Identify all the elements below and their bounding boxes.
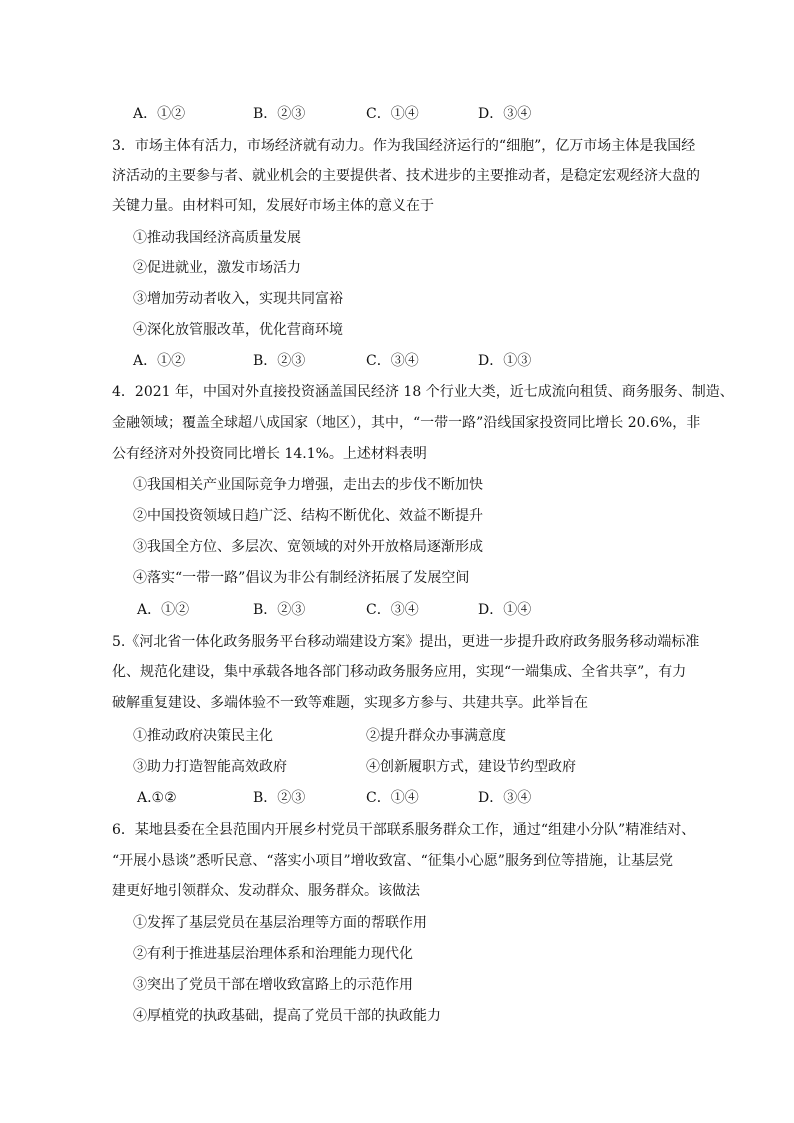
q6-stem-line-1: 6．某地县委在全县范围内开展乡村党员干部联系服务群众工作，通过“组建小分队”精准结对、	[112, 822, 696, 838]
top-answer-b: B．②③	[253, 106, 306, 122]
q6-option-2: ②有利于推进基层治理体系和治理能力现代化	[133, 946, 413, 962]
q4-answer-c: C．③④	[366, 602, 419, 618]
q3-option-1: ①推动我国经济高质量发展	[133, 230, 301, 246]
q5-answer-d: D．③④	[478, 790, 532, 806]
q4-option-4: ④落实“一带一路”倡议为非公有制经济拓展了发展空间	[133, 570, 470, 586]
q3-option-3: ③增加劳动者收入，实现共同富裕	[133, 291, 343, 307]
q3-answer-b: B．②③	[253, 353, 306, 369]
q3-answer-d: D．①③	[478, 353, 532, 369]
q4-option-3: ③我国全方位、多层次、宽领域的对外开放格局逐渐形成	[133, 539, 483, 555]
q5-stem-line-3: 破解重复建设、多端体验不一致等难题，实现多方参与、共建共享。此举旨在	[112, 695, 588, 711]
q4-answer-d: D．①④	[478, 602, 532, 618]
q6-stem-line-2: “开展小恳谈”悉听民意、“落实小项目”增收致富、“征集小心愿”服务到位等措施，让基层党	[112, 853, 673, 869]
q4-stem-line-1: 4．2021 年，中国对外直接投资涵盖国民经济 18 个行业大类，近七成流向租赁、商务服务、制造、	[112, 384, 734, 400]
q5-option-1: ①推动政府决策民主化	[133, 728, 273, 744]
q6-stem-line-3: 建更好地引领群众、发动群众、服务群众。该做法	[112, 883, 420, 899]
q4-answer-a: A．①②	[137, 602, 190, 618]
q4-option-2: ②中国投资领域日趋广泛、结构不断优化、效益不断提升	[133, 508, 483, 524]
q5-stem-line-2: 化、规范化建设，集中承载各地各部门移动政务服务应用，实现“一端集成、全省共享”，有力	[112, 664, 687, 680]
q3-stem-line-2: 济活动的主要参与者、就业机会的主要提供者、技术进步的主要推动者，是稳定宏观经济大盘的	[112, 168, 700, 184]
q5-answer-c: C．①④	[366, 790, 419, 806]
q3-answer-c: C．③④	[366, 353, 419, 369]
q4-answer-b: B．②③	[253, 602, 306, 618]
top-answer-d: D．③④	[478, 106, 532, 122]
q6-option-4: ④厚植党的执政基础，提高了党员干部的执政能力	[133, 1008, 441, 1024]
q4-stem-line-2: 金融领域；覆盖全球超八成国家（地区），其中，“一带一路”沿线国家投资同比增长 20.6%，非	[112, 415, 701, 431]
q5-answer-a: A.①②	[137, 790, 177, 806]
q3-option-2: ②促进就业，激发市场活力	[133, 260, 301, 276]
q5-option-2: ②提升群众办事满意度	[366, 728, 506, 744]
q6-option-3: ③突出了党员干部在增收致富路上的示范作用	[133, 977, 413, 993]
q6-option-1: ①发挥了基层党员在基层治理等方面的帮联作用	[133, 915, 427, 931]
q4-stem-line-3: 公有经济对外投资同比增长 14.1%。上述材料表明	[112, 446, 427, 462]
top-answer-a: A．①②	[133, 106, 186, 122]
q5-option-3: ③助力打造智能高效政府	[133, 759, 287, 775]
top-answer-c: C．①④	[366, 106, 419, 122]
q4-option-1: ①我国相关产业国际竞争力增强，走出去的步伐不断加快	[133, 477, 483, 493]
q5-option-4: ④创新履职方式，建设节约型政府	[366, 759, 576, 775]
q3-option-4: ④深化放管服改革，优化营商环境	[133, 322, 343, 338]
q3-stem-line-3: 关键力量。由材料可知，发展好市场主体的意义在于	[112, 198, 434, 214]
q3-stem-line-1: 3．市场主体有活力，市场经济就有动力。作为我国经济运行的“细胞”，亿万市场主体是我国经	[112, 138, 696, 154]
q3-answer-a: A．①②	[133, 353, 186, 369]
q5-answer-b: B．②③	[253, 790, 306, 806]
q5-stem-line-1: 5.《河北省一体化政务服务平台移动端建设方案》提出，更进一步提升政府政务服务移动端标准	[112, 634, 700, 650]
